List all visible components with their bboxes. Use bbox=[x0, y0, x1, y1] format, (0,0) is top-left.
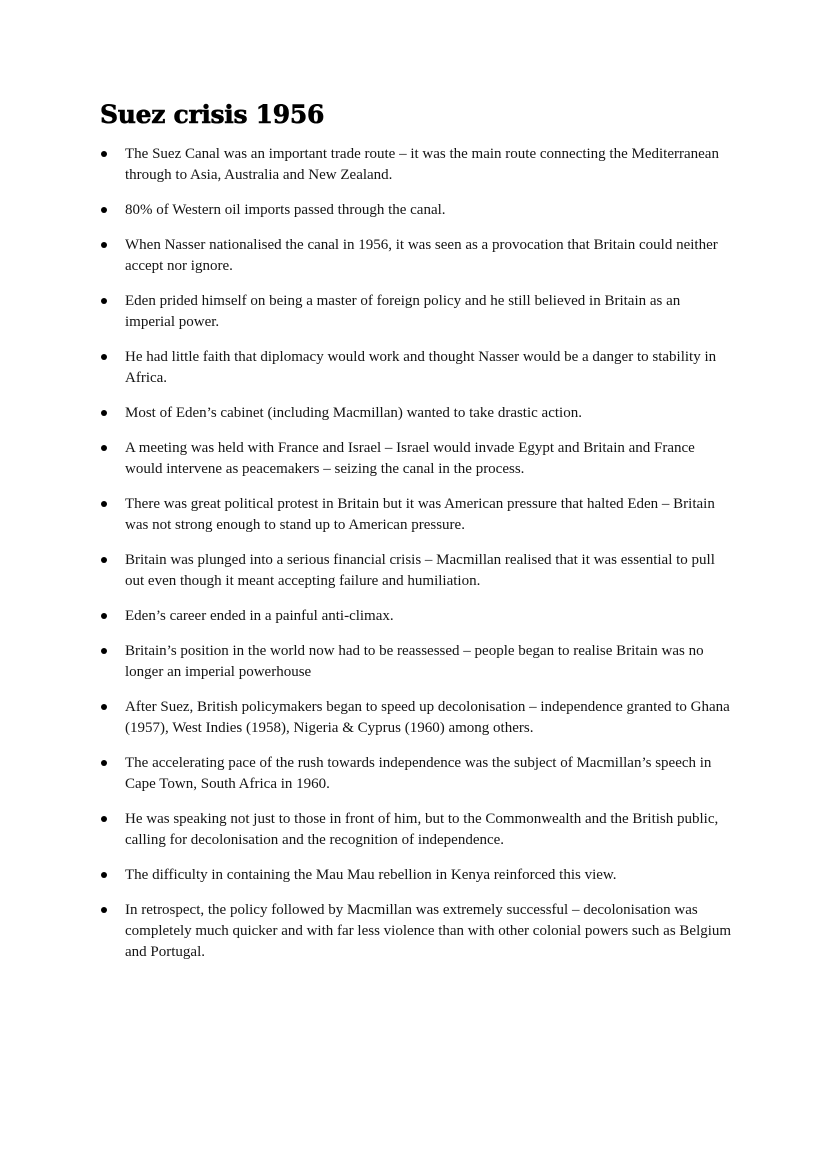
bullet-icon bbox=[101, 242, 107, 248]
list-item bbox=[100, 291, 732, 333]
list-item-text: When Nasser nationalised the canal in 1956, it was seen as a provocation that Britain could neither accept nor ignore. bbox=[125, 237, 718, 274]
list-item bbox=[100, 235, 732, 277]
list-item-text: Britain was plunged into a serious financial crisis – Macmillan realised that it was essential to pull out even though it meant accepting failure and humiliation. bbox=[125, 552, 715, 589]
list-item-text: The accelerating pace of the rush towards independence was the subject of Macmillan’s speech in Cape Town, South Africa in 1960. bbox=[125, 755, 712, 792]
bullet-icon bbox=[101, 501, 107, 507]
bullet-icon bbox=[101, 613, 107, 619]
list-item bbox=[100, 347, 732, 389]
bullet-icon bbox=[101, 760, 107, 766]
list-item bbox=[100, 753, 732, 795]
list-item-text: Eden prided himself on being a master of foreign policy and he still believed in Britain as an imperial power. bbox=[125, 293, 681, 330]
bullet-icon bbox=[101, 207, 107, 213]
bullet-icon bbox=[101, 445, 107, 451]
list-item bbox=[100, 403, 732, 424]
list-item-text: He was speaking not just to those in front of him, but to the Commonwealth and the British public, calling for decolonisation and the recognition of independence. bbox=[125, 811, 719, 848]
page-title: Suez crisis 1956 bbox=[100, 100, 325, 129]
bullet-icon bbox=[101, 354, 107, 360]
list-item-text: The difficulty in containing the Mau Mau rebellion in Kenya reinforced this view. bbox=[125, 867, 617, 883]
list-item bbox=[100, 494, 732, 536]
bullet-icon bbox=[101, 704, 107, 710]
list-item-text: He had little faith that diplomacy would work and thought Nasser would be a danger to stability in Africa. bbox=[125, 349, 717, 386]
list-item bbox=[100, 200, 732, 221]
bullet-icon bbox=[101, 872, 107, 878]
list-item bbox=[100, 438, 732, 480]
list-item-text: A meeting was held with France and Israel – Israel would invade Egypt and Britain and France would intervene as peacemakers – seizing the canal in the process. bbox=[125, 440, 695, 477]
list-item-text: Eden’s career ended in a painful anti-climax. bbox=[125, 608, 394, 624]
bullet-icon bbox=[101, 410, 107, 416]
list-item bbox=[100, 144, 732, 186]
list-item bbox=[100, 550, 732, 592]
list-item-text: In retrospect, the policy followed by Macmillan was extremely successful – decolonisation was completely much quicker and with far less violence than with other colonial powers such as Belgium and Portugal. bbox=[125, 902, 732, 960]
list-item-text: Britain’s position in the world now had to be reassessed – people began to realise Britain was no longer an imperial powerhouse bbox=[125, 643, 704, 680]
list-item bbox=[100, 641, 732, 683]
bullet-icon bbox=[101, 907, 107, 913]
list-item-text: Most of Eden’s cabinet (including Macmillan) wanted to take drastic action. bbox=[125, 405, 582, 421]
bullet-icon bbox=[101, 151, 107, 157]
bullet-icon bbox=[101, 298, 107, 304]
bullet-icon bbox=[101, 648, 107, 654]
bullet-icon bbox=[101, 816, 107, 822]
bullet-list bbox=[100, 144, 732, 977]
list-item bbox=[100, 809, 732, 851]
list-item-text: The Suez Canal was an important trade route – it was the main route connecting the Mediterranean through to Asia, Australia and New Zealand. bbox=[125, 146, 719, 183]
list-item bbox=[100, 606, 732, 627]
list-item-text: There was great political protest in Britain but it was American pressure that halted Eden – Britain was not strong enough to stand up to American pressure. bbox=[125, 496, 715, 533]
list-item-text: 80% of Western oil imports passed through the canal. bbox=[125, 202, 446, 218]
list-item bbox=[100, 697, 732, 739]
bullet-icon bbox=[101, 557, 107, 563]
list-item bbox=[100, 900, 732, 963]
list-item-text: After Suez, British policymakers began to speed up decolonisation – independence granted to Ghana (1957), West Indies (1958), Nigeria & Cyprus (1960) among others. bbox=[125, 699, 730, 736]
list-item bbox=[100, 865, 732, 886]
